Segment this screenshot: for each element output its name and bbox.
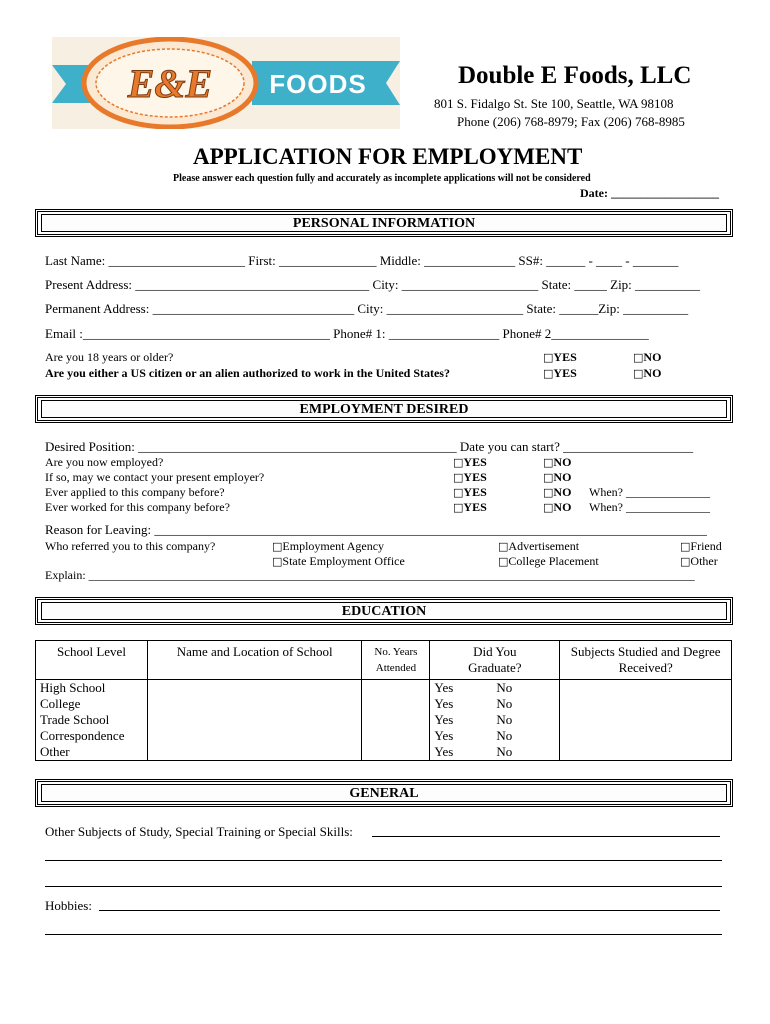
checkbox-icon[interactable]: □	[272, 540, 283, 553]
graduate-cell[interactable]	[430, 744, 560, 761]
years-cell[interactable]	[362, 712, 430, 728]
company-address: 801 S. Fidalgo St. Ste 100, Seattle, WA 98108	[434, 96, 674, 111]
question-employed: Are you now employed?	[45, 455, 164, 469]
graduate-no[interactable]: No	[496, 712, 513, 727]
subjects-cell[interactable]	[560, 728, 732, 744]
ref-college-placement[interactable]: □College Placement	[498, 554, 599, 568]
checkbox-icon[interactable]: □	[680, 555, 691, 568]
graduate-no[interactable]: No	[496, 696, 513, 711]
school-level-cell: Trade School	[36, 712, 148, 728]
employed-yes-option[interactable]: □YES	[453, 455, 487, 469]
school-name-cell[interactable]	[147, 696, 362, 712]
graduate-yes[interactable]: Yes	[434, 728, 454, 743]
checkbox-icon[interactable]: □	[453, 471, 464, 484]
checkbox-icon[interactable]: □	[680, 540, 691, 553]
section-personal-title: PERSONAL INFORMATION	[292, 216, 476, 231]
subjects-cell[interactable]	[560, 680, 732, 697]
checkbox-icon[interactable]: □	[453, 456, 464, 469]
position-row[interactable]: Desired Position: _________________________________________________ Date you can start? ____________________	[45, 439, 694, 454]
date-field[interactable]: Date: __________________	[580, 186, 719, 200]
skills-line-2[interactable]	[45, 860, 722, 861]
school-name-cell[interactable]	[147, 712, 362, 728]
ref-advertisement[interactable]: □Advertisement	[498, 539, 580, 553]
company-phone: Phone (206) 768-8979; Fax (206) 768-8985	[457, 114, 685, 129]
question-age: Are you 18 years or older?	[45, 350, 174, 364]
col-school-level: School Level	[36, 641, 148, 680]
hobbies-line-2[interactable]	[45, 934, 722, 935]
checkbox-icon[interactable]: □	[498, 555, 509, 568]
checkbox-icon[interactable]: □	[543, 367, 554, 380]
section-education-title: EDUCATION	[341, 604, 427, 619]
question-applied: Ever applied to this company before?	[45, 485, 225, 499]
table-row	[36, 744, 732, 761]
applied-yes-option[interactable]: □YES	[453, 485, 487, 499]
graduate-no[interactable]: No	[496, 744, 513, 759]
personal-row-contact[interactable]: Email :______________________________________ Phone# 1: _________________ Phone# 2_______________	[45, 326, 649, 341]
age-no-option[interactable]: □NO	[633, 350, 662, 364]
form-title: APPLICATION FOR EMPLOYMENT	[193, 144, 583, 169]
graduate-yes[interactable]: Yes	[434, 696, 454, 711]
school-level-cell: Other	[36, 744, 148, 761]
school-level-cell: College	[36, 696, 148, 712]
subjects-cell[interactable]	[560, 696, 732, 712]
skills-label: Other Subjects of Study, Special Training or Special Skills:	[45, 824, 353, 839]
col-graduate: Did You Graduate?	[430, 641, 560, 680]
personal-row-permanent-address[interactable]: Permanent Address: _______________________________ City: _____________________ State: ______Zip: __________	[45, 301, 689, 316]
reason-row[interactable]: Reason for Leaving: _____________________________________________________________________________________	[45, 522, 707, 537]
applied-when-field[interactable]: When? ______________	[589, 485, 710, 499]
question-citizen: Are you either a US citizen or an alien authorized to work in the United States?	[45, 366, 450, 380]
graduate-yes[interactable]: Yes	[434, 744, 454, 759]
table-row	[36, 696, 732, 712]
years-cell[interactable]	[362, 680, 430, 697]
checkbox-icon[interactable]: □	[543, 486, 554, 499]
table-row	[36, 712, 732, 728]
ref-employment-agency[interactable]: □Employment Agency	[272, 539, 385, 553]
personal-row-name[interactable]: Last Name: _____________________ First: _______________ Middle: ______________ SS#: ______ - ____ - _______	[45, 253, 679, 268]
section-general-title: GENERAL	[349, 786, 419, 801]
checkbox-icon[interactable]: □	[272, 555, 283, 568]
contact-yes-option[interactable]: □YES	[453, 470, 487, 484]
worked-no-option[interactable]: □NO	[543, 500, 572, 514]
question-worked: Ever worked for this company before?	[45, 500, 230, 514]
col-school-name: Name and Location of School	[147, 641, 362, 680]
checkbox-icon[interactable]: □	[453, 501, 464, 514]
years-cell[interactable]	[362, 696, 430, 712]
checkbox-icon[interactable]: □	[453, 486, 464, 499]
applied-no-option[interactable]: □NO	[543, 485, 572, 499]
graduate-cell[interactable]	[430, 712, 560, 728]
checkbox-icon[interactable]: □	[543, 501, 554, 514]
question-contact: If so, may we contact your present employer?	[45, 470, 265, 484]
graduate-no[interactable]: No	[496, 728, 513, 743]
checkbox-icon[interactable]: □	[633, 367, 644, 380]
company-logo	[52, 37, 400, 129]
ref-state-office[interactable]: □State Employment Office	[272, 554, 405, 568]
col-subjects: Subjects Studied and Degree Received?	[560, 641, 732, 680]
company-name: Double E Foods, LLC	[458, 62, 692, 89]
checkbox-icon[interactable]: □	[543, 351, 554, 364]
citizen-no-option[interactable]: □NO	[633, 366, 662, 380]
graduate-yes[interactable]: Yes	[434, 712, 454, 727]
checkbox-icon[interactable]: □	[543, 471, 554, 484]
subjects-cell[interactable]	[560, 712, 732, 728]
graduate-cell[interactable]	[430, 680, 560, 697]
graduate-cell[interactable]	[430, 728, 560, 744]
skills-line-1[interactable]	[372, 836, 720, 837]
checkbox-icon[interactable]: □	[498, 540, 509, 553]
logo-ee-text: E&E	[127, 61, 213, 106]
employed-no-option[interactable]: □NO	[543, 455, 572, 469]
section-general-banner	[35, 779, 733, 807]
question-referred: Who referred you to this company?	[45, 539, 216, 553]
logo-foods-text: FOODS	[269, 69, 367, 99]
table-row	[36, 728, 732, 744]
education-header-row	[36, 641, 732, 680]
table-row	[36, 680, 732, 697]
section-employment-banner	[35, 395, 733, 423]
school-name-cell[interactable]	[147, 680, 362, 697]
section-personal-banner	[35, 209, 733, 237]
contact-no-option[interactable]: □NO	[543, 470, 572, 484]
hobbies-line-1[interactable]	[99, 910, 720, 911]
graduate-no[interactable]: No	[496, 680, 513, 695]
graduate-cell[interactable]	[430, 696, 560, 712]
ref-other[interactable]: □Other	[680, 554, 718, 568]
personal-row-present-address[interactable]: Present Address: ____________________________________ City: _____________________ State: _____ Zip: __________	[45, 277, 701, 292]
school-level-cell: High School	[36, 680, 148, 697]
skills-line-3[interactable]	[45, 886, 722, 887]
worked-yes-option[interactable]: □YES	[453, 500, 487, 514]
checkbox-icon[interactable]: □	[543, 456, 554, 469]
ref-friend[interactable]: □Friend	[680, 539, 722, 553]
citizen-yes-option[interactable]: □YES	[543, 366, 577, 380]
section-employment-title: EMPLOYMENT DESIRED	[299, 402, 469, 417]
checkbox-icon[interactable]: □	[633, 351, 644, 364]
school-level-cell: Correspondence	[36, 728, 148, 744]
col-years-attended: No. Years Attended	[362, 641, 430, 680]
school-name-cell[interactable]	[147, 728, 362, 744]
form-instructions: Please answer each question fully and accurately as incomplete applications will not be considered	[173, 173, 591, 184]
age-yes-option[interactable]: □YES	[543, 350, 577, 364]
worked-when-field[interactable]: When? ______________	[589, 500, 710, 514]
subjects-cell[interactable]	[560, 744, 732, 761]
graduate-yes[interactable]: Yes	[434, 680, 454, 695]
explain-row[interactable]: Explain: _____________________________________________________________________________________________________	[45, 568, 695, 582]
school-name-cell[interactable]	[147, 744, 362, 761]
years-cell[interactable]	[362, 744, 430, 761]
education-table	[35, 640, 732, 761]
hobbies-label: Hobbies:	[45, 898, 92, 913]
section-education-banner	[35, 597, 733, 625]
years-cell[interactable]	[362, 728, 430, 744]
